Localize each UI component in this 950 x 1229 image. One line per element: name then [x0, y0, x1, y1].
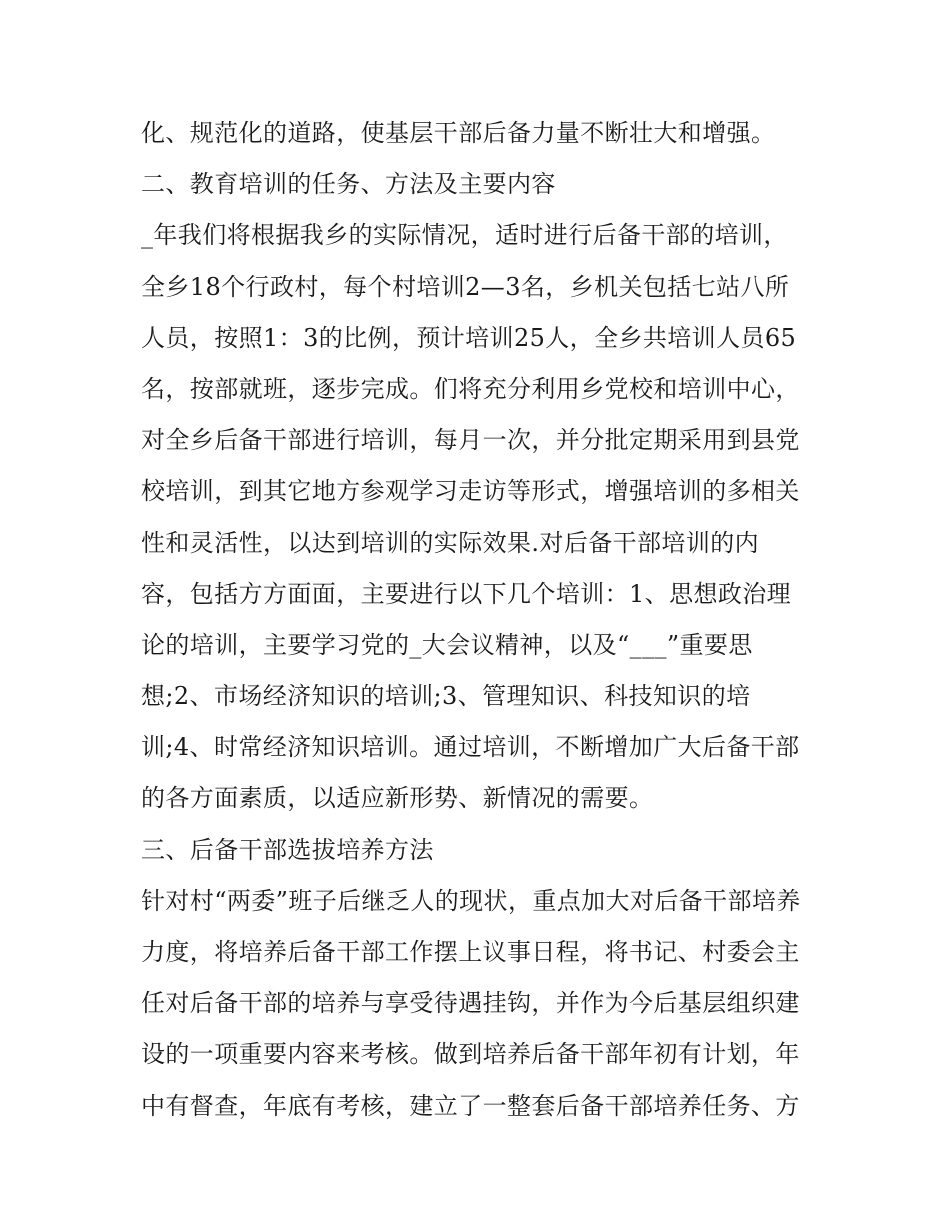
text-line: 任对后备干部的培养与享受待遇挂钩，并作为今后基层组织建	[141, 989, 800, 1018]
text-line: 化、规范化的道路，使基层干部后备力量不断壮大和增强。	[141, 119, 776, 147]
text-line: 对全乡后备干部进行培训，每月一次，并分批定期采用到县党	[141, 426, 800, 455]
text-line: _年我们将根据我乡的实际情况，适时进行后备干部的培训，	[141, 221, 788, 250]
text-line: 设的一项重要内容来考核。做到培养后备干部年初有计划，年	[141, 1040, 800, 1069]
text-line: 容，包括方方面面，主要进行以下几个培训：1、思想政治理	[141, 579, 792, 608]
text-line: 想;2、市场经济知识的培训;3、管理知识、科技知识的培	[141, 682, 751, 711]
text-line: 人员，按照1：3的比例，预计培训25人，全乡共培训人员65	[141, 323, 797, 352]
text-line: 全乡18个行政村，每个村培训2—3名，乡机关包括七站八所	[141, 272, 790, 301]
text-line: 力度，将培养后备干部工作摆上议事日程，将书记、村委会主	[141, 938, 800, 966]
section-heading: 二、教育培训的任务、方法及主要内容	[141, 170, 556, 199]
text-line: 名，按部就班，逐步完成。们将充分利用乡党校和培训中心，	[141, 374, 800, 403]
text-line: 论的培训，主要学习党的_大会议精神，以及“___”重要思	[141, 630, 753, 659]
section-heading: 三、后备干部选拔培养方法	[141, 835, 434, 864]
text-line: 训;4、时常经济知识培训。通过培训，不断增加广大后备干部	[141, 733, 800, 762]
text-line: 中有督查，年底有考核，建立了一整套后备干部培养任务、方	[141, 1091, 800, 1120]
text-line: 针对村“两委”班子后继乏人的现状，重点加大对后备干部培养	[141, 886, 801, 915]
text-line: 的各方面素质，以适应新形势、新情况的需要。	[141, 784, 654, 813]
text-line: 性和灵活性，以达到培训的实际效果.对后备干部培训的内	[141, 528, 760, 557]
body-text	[141, 108, 821, 1132]
text-line: 校培训，到其它地方参观学习走访等形式，增强培训的多相关	[141, 477, 800, 506]
